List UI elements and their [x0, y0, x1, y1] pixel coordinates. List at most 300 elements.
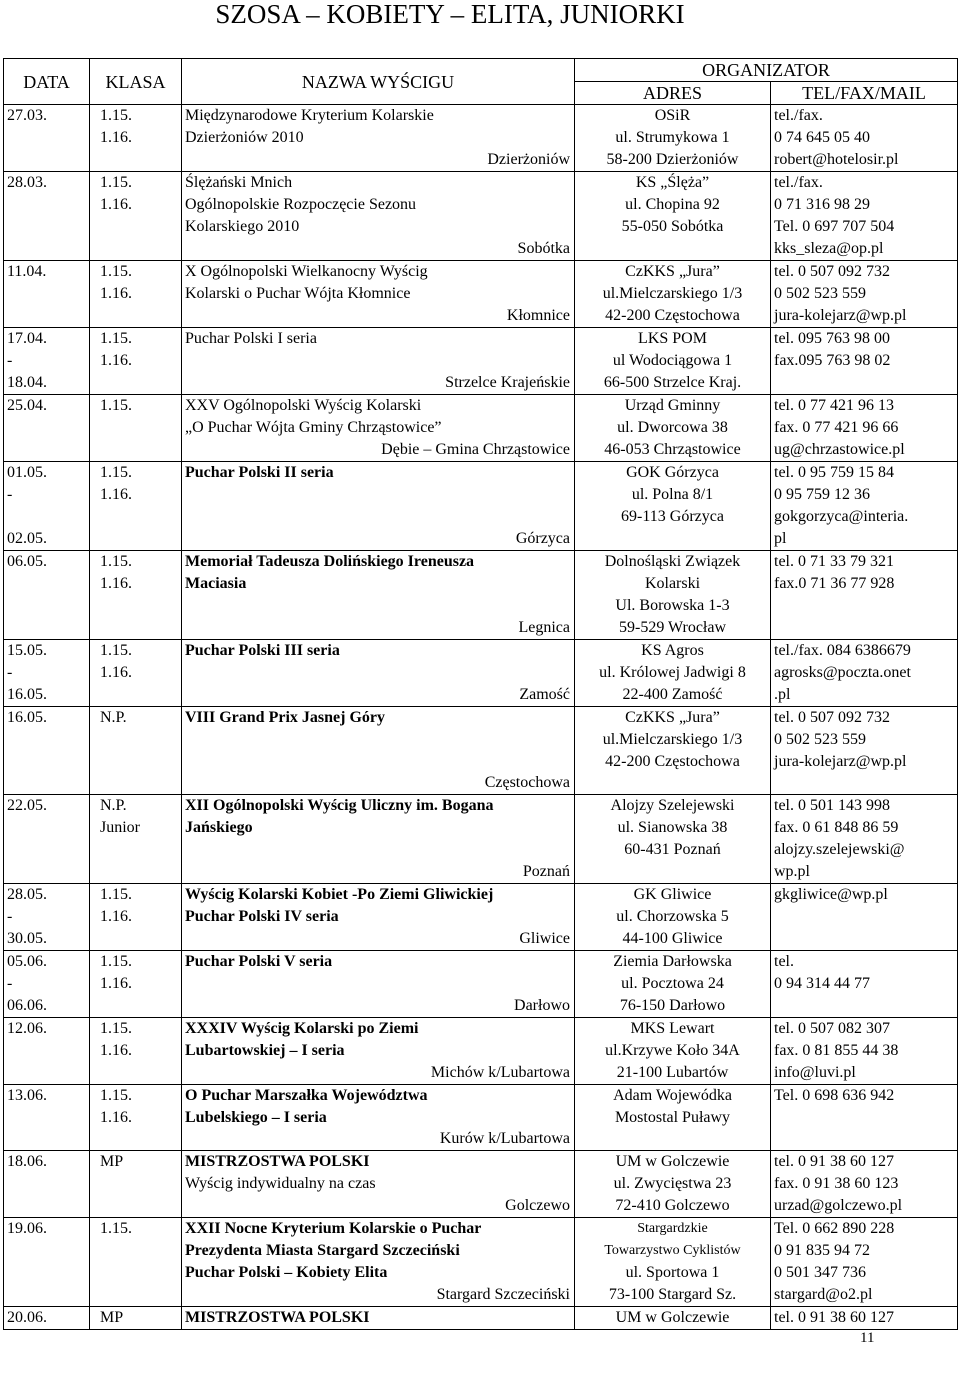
race-name-cell	[182, 951, 575, 1018]
org-line: Urząd Gminny	[624, 397, 721, 414]
race-name-line: Lubartowskiej – I seria	[185, 1042, 345, 1059]
race-location: Dzierżoniów	[487, 151, 570, 168]
tel-line: tel. 0 501 143 998	[774, 797, 890, 814]
klasa-line: 1.16.	[100, 575, 132, 592]
klasa-line: 1.16.	[100, 908, 132, 925]
klasa-line: 1.16.	[100, 352, 132, 369]
date-line: 02.05.	[7, 530, 47, 547]
organizer-contact-cell	[771, 1218, 958, 1307]
race-name-cell	[182, 1151, 575, 1218]
date-cell	[4, 462, 90, 551]
organizer-contact-cell	[771, 795, 958, 884]
org-line: 42-200 Częstochowa	[605, 307, 740, 324]
race-name-cell	[182, 1085, 575, 1151]
race-name-cell	[182, 1218, 575, 1307]
table-row	[4, 884, 958, 951]
klasa-line: 1.15.	[100, 263, 132, 280]
org-line: Stargardzkie	[637, 1221, 708, 1236]
tel-line: gokgorzyca@interia.	[774, 508, 909, 525]
org-line: Alojzy Szelejewski	[610, 797, 735, 814]
org-line: KS „Ślęża”	[635, 174, 710, 191]
org-line: 73-100 Stargard Sz.	[608, 1286, 737, 1303]
klasa-line: N.P.	[100, 709, 127, 726]
tel-line: info@luvi.pl	[774, 1064, 856, 1081]
date-cell	[4, 172, 90, 261]
date-line: 15.05.	[7, 642, 47, 659]
organizer-contact-cell	[771, 261, 958, 328]
page-number: 11	[860, 1330, 875, 1346]
header-address: ADRES	[575, 82, 771, 105]
tel-line: tel. 0 507 092 732	[774, 263, 890, 280]
table-row	[4, 172, 958, 261]
org-line: Kolarski	[644, 575, 701, 592]
tel-line: 0 74 645 05 40	[774, 129, 870, 146]
tel-line: stargard@o2.pl	[774, 1286, 873, 1303]
klasa-line: N.P.	[100, 797, 127, 814]
date-line: 05.06.	[7, 953, 47, 970]
race-name-line: „O Puchar Wójta Gminy Chrząstowice”	[185, 419, 442, 436]
klasa-line: Junior	[100, 819, 140, 836]
organizer-address-cell	[575, 1307, 771, 1330]
klasa-line: MP	[100, 1153, 124, 1170]
klasa-line: 1.15.	[100, 553, 132, 570]
date-block	[7, 105, 86, 171]
date-line: 17.04.	[7, 330, 47, 347]
klasa-line: 1.15.	[100, 330, 132, 347]
org-line: Mostostal Puławy	[614, 1109, 731, 1126]
race-name-line: Dzierżoniów 2010	[185, 129, 304, 146]
race-location: Górzyca	[515, 530, 570, 547]
date-cell	[4, 1218, 90, 1307]
organizer-contact-cell	[771, 395, 958, 462]
klasa-line: 1.15.	[100, 174, 132, 191]
klasa-line: 1.16.	[100, 1109, 132, 1126]
organizer-address-cell	[575, 884, 771, 951]
date-cell	[4, 951, 90, 1018]
date-line: -	[7, 664, 13, 681]
org-line: ul. Polna 8/1	[631, 486, 714, 503]
organizer-address-cell	[575, 462, 771, 551]
org-line: ul. Dworcowa 38	[617, 419, 728, 436]
tel-line: tel. 0 71 33 79 321	[774, 553, 894, 570]
tel-line: tel.	[774, 953, 794, 970]
date-cell	[4, 640, 90, 707]
race-name-cell	[182, 1018, 575, 1085]
org-line: ul. Sportowa 1	[625, 1264, 720, 1281]
class-cell	[90, 261, 182, 328]
race-name-line: Prezydenta Miasta Stargard Szczeciński	[185, 1242, 460, 1259]
race-name-line: XXXIV Wyścig Kolarski po Ziemi	[185, 1020, 419, 1037]
klasa-line: 1.15.	[100, 1220, 132, 1237]
tel-line: robert@hotelosir.pl	[774, 151, 899, 168]
tel-line: tel. 0 95 759 15 84	[774, 464, 894, 481]
date-cell	[4, 395, 90, 462]
tel-line: fax. 0 81 855 44 38	[774, 1042, 899, 1059]
date-block	[7, 172, 86, 260]
class-cell	[90, 172, 182, 261]
org-line: 69-113 Górzyca	[621, 508, 724, 525]
race-location: Gliwice	[519, 930, 570, 947]
class-cell	[90, 1085, 182, 1151]
race-name-line: Kolarskiego 2010	[185, 218, 300, 235]
table-row	[4, 1307, 958, 1330]
date-line: 27.03.	[7, 107, 47, 124]
tel-line: 0 94 314 44 77	[774, 975, 870, 992]
organizer-contact-cell	[771, 707, 958, 795]
date-line: 20.06.	[7, 1309, 47, 1326]
org-line: 22-400 Zamość	[622, 686, 723, 703]
tel-line: tel. 095 763 98 00	[774, 330, 890, 347]
org-line: LKS POM	[638, 330, 707, 347]
table-row	[4, 1085, 958, 1151]
organizer-address-cell	[575, 1218, 771, 1307]
class-cell	[90, 105, 182, 172]
org-line: 21-100 Lubartów	[616, 1064, 729, 1081]
date-block	[7, 1085, 86, 1150]
org-line: CzKKS „Jura”	[625, 709, 720, 726]
org-line: ul. Sianowska 38	[617, 819, 728, 836]
tel-line: 0 502 523 559	[774, 731, 866, 748]
klasa-line: 1.16.	[100, 129, 132, 146]
tel-line: tel. 0 507 082 307	[774, 1020, 890, 1037]
klasa-line: 1.15.	[100, 953, 132, 970]
org-line: ul. Pocztowa 24	[621, 975, 724, 992]
table-row	[4, 951, 958, 1018]
race-name-line: Puchar Polski – Kobiety Elita	[185, 1264, 388, 1281]
race-location: Golczewo	[505, 1197, 570, 1214]
table-row	[4, 261, 958, 328]
klasa-line: 1.16.	[100, 664, 132, 681]
org-line: Dolnośląski Związek	[604, 553, 741, 570]
header-class: KLASA	[90, 59, 182, 105]
org-line: 59-529 Wrocław	[618, 619, 727, 636]
org-line: Ziemia Darłowska	[613, 953, 732, 970]
table-row	[4, 640, 958, 707]
org-line: ul. Królowej Jadwigi 8	[599, 664, 746, 681]
class-cell	[90, 707, 182, 795]
tel-line: 0 502 523 559	[774, 285, 866, 302]
race-location: Stargard Szczeciński	[436, 1286, 570, 1303]
date-cell	[4, 707, 90, 795]
date-line: 18.06.	[7, 1153, 47, 1170]
class-cell	[90, 1307, 182, 1330]
tel-line: Tel. 0 662 890 228	[774, 1220, 895, 1237]
organizer-address-cell	[575, 795, 771, 884]
race-name-line: Kolarski o Puchar Wójta Kłomnice	[185, 285, 411, 302]
table-row	[4, 551, 958, 640]
organizer-contact-cell	[771, 1085, 958, 1151]
date-block	[7, 462, 86, 550]
klasa-line: 1.15.	[100, 886, 132, 903]
organizer-contact-cell	[771, 951, 958, 1018]
race-name-line: Puchar Polski I seria	[185, 330, 317, 347]
tel-line: 0 95 759 12 36	[774, 486, 870, 503]
organizer-contact-cell	[771, 1018, 958, 1085]
org-line: 66-500 Strzelce Kraj.	[603, 374, 742, 391]
date-line: 25.04.	[7, 397, 47, 414]
org-line: GK Gliwice	[633, 886, 712, 903]
class-cell	[90, 951, 182, 1018]
org-line: MKS Lewart	[630, 1020, 715, 1037]
race-name-cell	[182, 1307, 575, 1330]
race-name-cell	[182, 395, 575, 462]
tel-line: fax.0 71 36 77 928	[774, 575, 895, 592]
org-line: ul. Strumykowa 1	[615, 129, 730, 146]
org-line: 42-200 Częstochowa	[605, 753, 740, 770]
table-row	[4, 1218, 958, 1307]
date-block	[7, 395, 86, 461]
klasa-line: 1.15.	[100, 397, 132, 414]
organizer-address-cell	[575, 1151, 771, 1218]
date-line: 12.06.	[7, 1020, 47, 1037]
org-line: 76-150 Darłowo	[619, 997, 726, 1014]
tel-line: Tel. 0 697 707 504	[774, 218, 895, 235]
class-cell	[90, 640, 182, 707]
table-row	[4, 395, 958, 462]
race-location: Michów k/Lubartowa	[430, 1064, 570, 1081]
organizer-contact-cell	[771, 1307, 958, 1330]
race-name-cell	[182, 707, 575, 795]
race-name-cell	[182, 328, 575, 395]
race-name-line: Jańskiego	[185, 819, 253, 836]
date-cell	[4, 1085, 90, 1151]
tel-line: jura-kolejarz@wp.pl	[774, 753, 907, 770]
race-name-line: Memoriał Tadeusza Dolińskiego Ireneusza	[185, 553, 475, 570]
tel-line: 0 91 835 94 72	[774, 1242, 870, 1259]
klasa-line: 1.16.	[100, 285, 132, 302]
tel-line: alojzy.szelejewski@	[774, 841, 905, 858]
org-line: 46-053 Chrząstowice	[604, 441, 741, 458]
class-cell	[90, 462, 182, 551]
date-line: 18.04.	[7, 374, 47, 391]
org-line: 44-100 Gliwice	[622, 930, 723, 947]
race-location: Sobótka	[517, 240, 570, 257]
org-line: ul. Chorzowska 5	[616, 908, 729, 925]
tel-line: agrosks@poczta.onet	[774, 664, 911, 681]
race-name-cell	[182, 795, 575, 884]
date-line: -	[7, 908, 13, 925]
date-line: 19.06.	[7, 1220, 47, 1237]
klasa-line: 1.15.	[100, 1087, 132, 1104]
organizer-address-cell	[575, 261, 771, 328]
tel-line: fax.095 763 98 02	[774, 352, 891, 369]
organizer-address-cell	[575, 551, 771, 640]
table-row	[4, 328, 958, 395]
race-location: Legnica	[518, 619, 570, 636]
date-block	[7, 707, 86, 794]
tel-line: tel. 0 77 421 96 13	[774, 397, 894, 414]
race-location: Strzelce Krajeńskie	[445, 374, 570, 391]
page-title: SZOSA – KOBIETY – ELITA, JUNIORKI	[215, 0, 685, 29]
organizer-contact-cell	[771, 105, 958, 172]
date-line: 06.05.	[7, 553, 47, 570]
organizer-address-cell	[575, 951, 771, 1018]
date-block	[7, 1307, 86, 1329]
tel-line: Tel. 0 698 636 942	[774, 1087, 895, 1104]
table-row	[4, 1018, 958, 1085]
race-location: Kurów k/Lubartowa	[439, 1130, 570, 1147]
header-race-name: NAZWA WYŚCIGU	[182, 59, 575, 105]
org-line: 72-410 Golczewo	[615, 1197, 730, 1214]
tel-line: kks_sleza@op.pl	[774, 240, 884, 257]
race-name-line: Maciasia	[185, 575, 247, 592]
date-line: 11.04.	[7, 263, 47, 280]
class-cell	[90, 1018, 182, 1085]
table-row	[4, 795, 958, 884]
organizer-contact-cell	[771, 328, 958, 395]
tel-line: tel. 0 91 38 60 127	[774, 1153, 894, 1170]
tel-line: urzad@golczewo.pl	[774, 1197, 903, 1214]
class-cell	[90, 795, 182, 884]
date-cell	[4, 328, 90, 395]
race-name-line: X Ogólnopolski Wielkanocny Wyścig	[185, 263, 428, 280]
class-cell	[90, 328, 182, 395]
race-name-line: Puchar Polski II seria	[185, 464, 334, 481]
race-name-line: O Puchar Marszałka Województwa	[185, 1087, 428, 1104]
klasa-line: 1.15.	[100, 107, 132, 124]
table-row	[4, 105, 958, 172]
organizer-contact-cell	[771, 551, 958, 640]
tel-line: jura-kolejarz@wp.pl	[774, 307, 907, 324]
tel-line: tel. 0 91 38 60 127	[774, 1309, 894, 1326]
organizer-contact-cell	[771, 884, 958, 951]
klasa-line: 1.15.	[100, 642, 132, 659]
race-location: Kłomnice	[506, 307, 570, 324]
race-name-cell	[182, 261, 575, 328]
class-cell	[90, 1218, 182, 1307]
tel-line: 0 71 316 98 29	[774, 196, 870, 213]
tel-line: fax. 0 77 421 96 66	[774, 419, 899, 436]
race-location: Dębie – Gmina Chrząstowice	[381, 441, 570, 458]
tel-line: 0 501 347 736	[774, 1264, 866, 1281]
tel-line: ug@chrzastowice.pl	[774, 441, 905, 458]
class-cell	[90, 395, 182, 462]
race-name-line: Wyścig Kolarski Kobiet -Po Ziemi Gliwickiej	[185, 886, 494, 903]
date-cell	[4, 884, 90, 951]
org-line: 55-050 Sobótka	[621, 218, 724, 235]
date-line: -	[7, 352, 13, 369]
race-name-line: VIII Grand Prix Jasnej Góry	[185, 709, 385, 726]
org-line: ul.Mielczarskiego 1/3	[602, 731, 743, 748]
date-cell	[4, 551, 90, 640]
date-cell	[4, 261, 90, 328]
date-cell	[4, 1307, 90, 1330]
klasa-line: MP	[100, 1309, 124, 1326]
tel-line: gkgliwice@wp.pl	[774, 886, 888, 903]
date-line: 16.05.	[7, 709, 47, 726]
date-block	[7, 328, 86, 394]
race-location: Zamość	[519, 686, 570, 703]
date-block	[7, 551, 86, 639]
organizer-address-cell	[575, 328, 771, 395]
date-block	[7, 1218, 86, 1306]
org-line: UM w Golczewie	[615, 1153, 730, 1170]
date-block	[7, 261, 86, 327]
organizer-contact-cell	[771, 1151, 958, 1218]
race-name-cell	[182, 551, 575, 640]
race-name-line: Ślężański Mnich	[185, 174, 293, 191]
org-line: ul. Chopina 92	[625, 196, 720, 213]
header-contact: TEL/FAX/MAIL	[771, 82, 958, 105]
org-line: 58-200 Dzierżoniów	[606, 151, 739, 168]
date-block	[7, 795, 86, 883]
header-date: DATA	[4, 59, 90, 105]
race-name-line: MISTRZOSTWA POLSKI	[185, 1309, 370, 1326]
organizer-address-cell	[575, 105, 771, 172]
date-block	[7, 1018, 86, 1084]
org-line: Ul. Borowska 1-3	[615, 597, 730, 614]
race-name-cell	[182, 884, 575, 951]
tel-line: tel./fax. 084 6386679	[774, 642, 911, 659]
org-line: OSiR	[654, 107, 691, 124]
klasa-line: 1.16.	[100, 975, 132, 992]
tel-line: pl	[774, 530, 787, 547]
race-name-cell	[182, 105, 575, 172]
race-name-line: Ogólnopolskie Rozpoczęcie Sezonu	[185, 196, 417, 213]
race-name-line: MISTRZOSTWA POLSKI	[185, 1153, 370, 1170]
organizer-address-cell	[575, 707, 771, 795]
org-line: ul.Mielczarskiego 1/3	[602, 285, 743, 302]
klasa-line: 1.16.	[100, 196, 132, 213]
organizer-contact-cell	[771, 462, 958, 551]
race-name-line: XII Ogólnopolski Wyścig Uliczny im. Bogana	[185, 797, 494, 814]
organizer-address-cell	[575, 1018, 771, 1085]
date-line: 16.05.	[7, 686, 47, 703]
race-name-cell	[182, 462, 575, 551]
date-cell	[4, 795, 90, 884]
date-line: 22.05.	[7, 797, 47, 814]
race-location: Darłowo	[514, 997, 570, 1014]
table-row	[4, 1151, 958, 1218]
race-name-cell	[182, 640, 575, 707]
org-line: Towarzystwo Cyklistów	[604, 1243, 741, 1258]
org-line: UM w Golczewie	[615, 1309, 730, 1326]
date-line: 28.05.	[7, 886, 47, 903]
org-line: Adam Wojewódka	[613, 1087, 732, 1104]
date-line: 28.03.	[7, 174, 47, 191]
date-line: 13.06.	[7, 1087, 47, 1104]
race-name-line: Lubelskiego – I seria	[185, 1109, 327, 1126]
tel-line: tel./fax.	[774, 107, 823, 124]
date-line: 01.05.	[7, 464, 47, 481]
org-line: ul.Krzywe Koło 34A	[605, 1042, 740, 1059]
header-organizer: ORGANIZATOR	[575, 59, 958, 82]
date-cell	[4, 1151, 90, 1218]
race-name-line: Puchar Polski IV seria	[185, 908, 339, 925]
date-block	[7, 1151, 86, 1217]
klasa-line: 1.15.	[100, 1020, 132, 1037]
race-location: Częstochowa	[484, 774, 570, 791]
date-cell	[4, 1018, 90, 1085]
organizer-address-cell	[575, 172, 771, 261]
organizer-contact-cell	[771, 640, 958, 707]
tel-line: fax. 0 61 848 86 59	[774, 819, 899, 836]
tel-line: .pl	[774, 686, 791, 703]
tel-line: fax. 0 91 38 60 123	[774, 1175, 899, 1192]
race-name-line: Puchar Polski V seria	[185, 953, 333, 970]
date-cell	[4, 105, 90, 172]
header-row	[4, 59, 958, 82]
class-cell	[90, 551, 182, 640]
organizer-address-cell	[575, 1085, 771, 1151]
race-name-cell	[182, 172, 575, 261]
org-line: ul Wodociągowa 1	[612, 352, 733, 369]
org-line: CzKKS „Jura”	[625, 263, 720, 280]
class-cell	[90, 1151, 182, 1218]
org-line: ul. Zwycięstwa 23	[613, 1175, 732, 1192]
tel-line: wp.pl	[774, 863, 810, 880]
tel-line: tel./fax.	[774, 174, 823, 191]
